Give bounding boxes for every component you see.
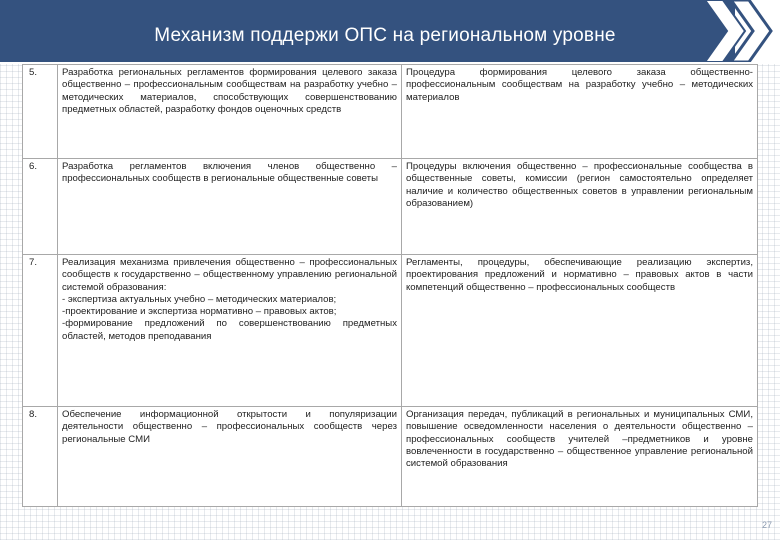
chevron-logo-icon [705,0,780,62]
result-cell: Процедура формирования целевого заказа общественно-профессиональным сообществам на разработку учебно – методических материалов [402,65,758,159]
result-cell: Организация передач, публикаций в региональных и муниципальных СМИ, повышение осведомленности населения о деятельности общественно –профессиональных сообществ учителей –предметников и уровне вовлеченности в государственно – общественное управление региональной системой образования [402,407,758,507]
mechanism-cell: Разработка региональных регламентов формирования целевого заказа общественно – профессиональным сообществам на разработку учебно – методических материалов, способствующих совершенствованию предметных областей, разработку фондов оценочных средств [58,65,402,159]
row-number: 7. [23,255,58,407]
slide-title: Механизм поддержи ОПС на региональном уровне [154,25,616,46]
table-row [23,65,758,159]
mechanism-cell: Разработка регламентов включения членов общественно – профессиональных сообществ в региональные общественные советы [58,159,402,255]
slide-content [0,64,780,540]
mechanism-table [22,64,758,507]
row-number: 8. [23,407,58,507]
result-cell: Регламенты, процедуры, обеспечивающие реализацию экспертиз, проектирования предложений и нормативно – правовых актов в части компетенций общественно – профессиональных сообществ [402,255,758,407]
row-number: 6. [23,159,58,255]
mechanism-cell: Реализация механизма привлечения общественно – профессиональных сообществ к государственно – общественному управлению региональной системой образования: - экспертиза актуальных учебно – методических материалов; -проектирование и экспертиза нормативно – правовых актов; -формирование предложений по совершенствованию предметных областей, методов преподавания [58,255,402,407]
slide-header [0,0,780,64]
page-number: 27 [761,520,772,530]
result-cell: Процедуры включения общественно – профессиональные сообщества в общественные советы, комиссии (регион самостоятельно определяет наличие и количество общественных советов в управлении региональным образованием) [402,159,758,255]
row-number: 5. [23,65,58,159]
mechanism-cell: Обеспечение информационной открытости и популяризации деятельности общественно – профессиональных сообществ через региональные СМИ [58,407,402,507]
table-row [23,159,758,255]
table-row [23,407,758,507]
table-row [23,255,758,407]
